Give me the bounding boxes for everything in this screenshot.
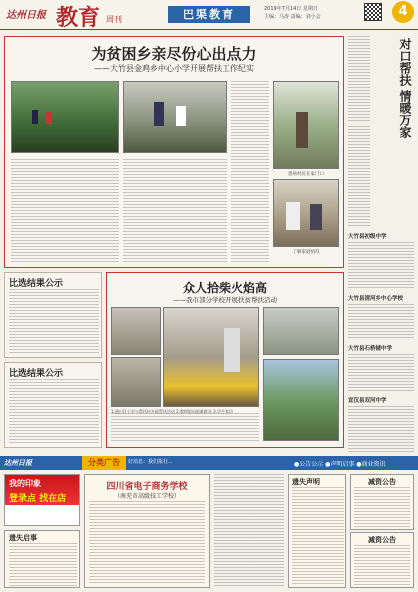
- capital-reduction-2: [350, 532, 414, 588]
- main-title: 为贫困乡亲尽份心出点力: [91, 45, 257, 63]
- mid-title: 众人拾柴火焰高: [182, 281, 267, 295]
- right-column: [348, 36, 414, 456]
- right-title: 对口帮扶 情暖万家: [398, 38, 412, 139]
- lost-title: 遗失启事: [9, 534, 37, 542]
- section-sub: 周刊: [106, 15, 122, 24]
- qr-code-icon: [364, 3, 382, 21]
- notice-1: [4, 272, 102, 358]
- right-text-c: [348, 242, 414, 288]
- right-text-d: [348, 304, 414, 340]
- page-number: 4: [392, 1, 414, 23]
- ads-tags: ●公告公示 ●声明启事 ●商业资讯: [294, 461, 386, 468]
- right-item-1: 大竹县初级中学: [348, 234, 387, 240]
- main-subtitle: ——大竹县金鸡乡中心小学开展帮扶工作纪实: [94, 64, 254, 73]
- photo-field: [11, 81, 119, 153]
- main-article: [4, 36, 344, 268]
- ads-paper: 达州日报: [4, 459, 32, 467]
- date: 2019年7月14日 星期日: [264, 6, 318, 12]
- body-text-col1: [11, 159, 119, 263]
- right-text-e: [348, 354, 414, 392]
- photo-family: [273, 179, 339, 247]
- body-text-col3: [231, 81, 269, 263]
- editor: 主编：马涛 责编：刘小会: [264, 14, 321, 20]
- shop-slogan: 登录点 找在店: [9, 494, 67, 504]
- section-title: 教育: [56, 5, 101, 31]
- reduction-1-title: 减资公告: [368, 478, 396, 486]
- right-text-f: [348, 406, 414, 454]
- ads-text-mid: [214, 474, 284, 588]
- mid-caption: 1.通川区小学与帮扶村开展帮扶活动 2.教师慰问困难群众 3.学生家访: [111, 409, 233, 414]
- school-sub: （南充市高级技工学校）: [113, 493, 180, 500]
- mid-caption-lines: [111, 413, 259, 443]
- photo-d: [263, 359, 339, 441]
- notice-2: [4, 362, 102, 448]
- shop-ad: [4, 474, 80, 526]
- photo-visit: [123, 81, 227, 153]
- photo-a: [111, 307, 161, 355]
- mid-subtitle: ——我市部分学校开展扶贫帮扶活动: [173, 296, 277, 304]
- photo-c: [263, 307, 339, 355]
- banner: 巴渠教育: [168, 6, 250, 23]
- caption-1: 患病村民在家门口: [288, 172, 324, 177]
- body-text-col2: [123, 159, 227, 263]
- notice-lost: [4, 530, 80, 588]
- right-text-a: [348, 36, 370, 122]
- right-item-4: 宣汉县双河中学: [348, 398, 387, 404]
- notice-2-title: 比选结果公示: [9, 369, 64, 379]
- school-ad: [84, 474, 210, 588]
- ads-notices: [288, 474, 346, 588]
- ads-promo: 好消息：我们报社...: [128, 459, 173, 465]
- notice-lost-statement: 遗失声明: [292, 478, 320, 486]
- photo-patient: [273, 81, 339, 169]
- notice-1-text: [9, 289, 99, 355]
- right-text-b: [348, 126, 370, 226]
- right-item-2: 大竹县清河乡中心学校: [348, 296, 404, 302]
- ads-title: 分类广告: [82, 456, 126, 470]
- capital-reduction-1: [350, 474, 414, 530]
- photo-children: [163, 307, 259, 407]
- school-name: 四川省电子商务学校: [106, 482, 188, 492]
- notice-2-text: [9, 379, 99, 445]
- notice-1-title: 比选结果公示: [9, 279, 64, 289]
- paper-name: 达州日报: [6, 10, 46, 21]
- right-item-3: 大竹县石桥铺中学: [348, 346, 393, 352]
- reduction-2-title: 减资公告: [368, 536, 396, 544]
- mid-article: [106, 272, 344, 448]
- shop-name: 我的印象: [9, 479, 41, 488]
- photo-b: [111, 357, 161, 407]
- masthead: [0, 0, 418, 30]
- caption-3: 了解家庭情况: [292, 250, 320, 255]
